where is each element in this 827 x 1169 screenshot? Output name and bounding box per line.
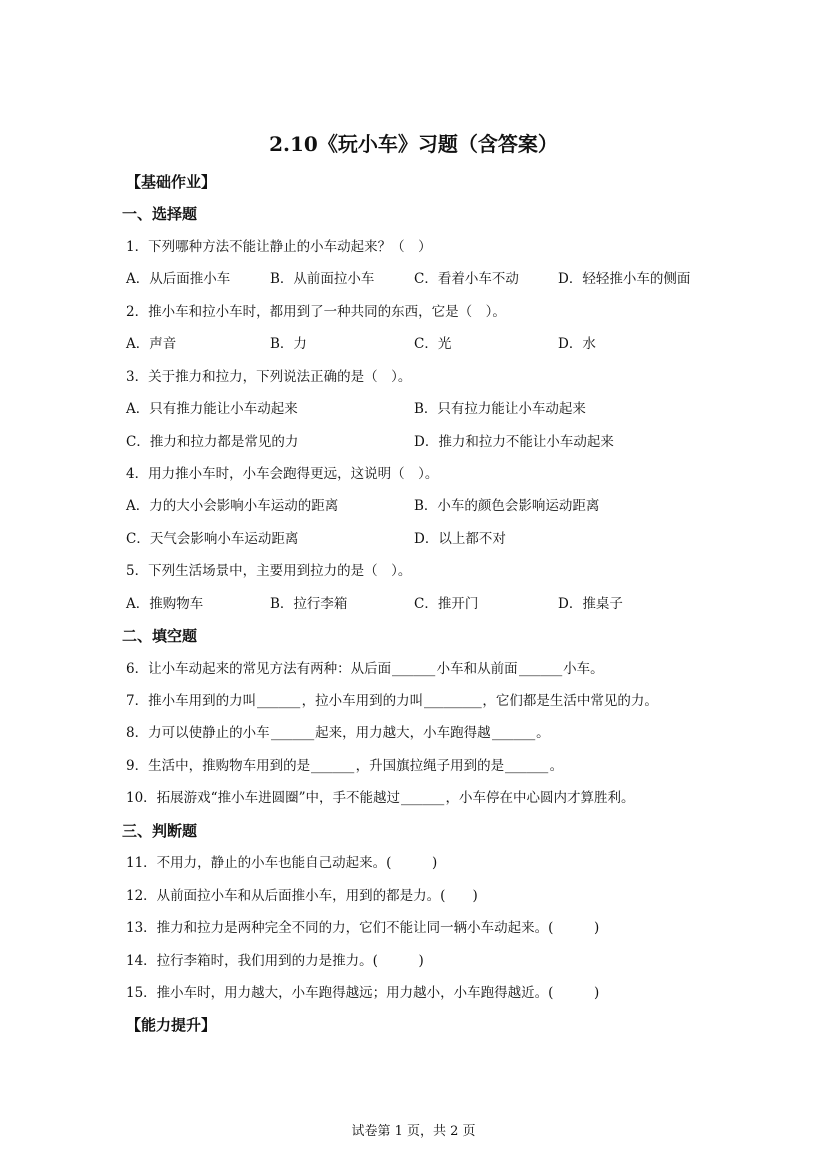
option: D．水 <box>558 336 596 353</box>
answer-blank[interactable]: __ <box>491 725 535 742</box>
question-stem: 5．下列生活场景中，主要用到拉力的是（ ）。 <box>126 563 412 580</box>
question-stem: 1．下列哪种方法不能让静止的小车动起来？（ ） <box>126 238 432 255</box>
fill-blank-question <box>126 685 726 717</box>
question-stem: 4．用力推小车时，小车会跑得更远，这说明（ ）。 <box>126 465 439 482</box>
true-false-section <box>126 847 726 1009</box>
fill-blank-question <box>126 653 726 685</box>
answer-blank[interactable]: __ <box>311 757 355 774</box>
options-row <box>126 426 726 458</box>
question-text: 小车和从前面 <box>436 660 518 677</box>
question-text: ，拉小车用到的力叫 <box>301 693 424 709</box>
question-text: 。 <box>549 757 564 774</box>
option: D．以上都不对 <box>414 530 506 547</box>
question-text: ，小车停在中心圆内才算胜利。 <box>445 790 635 807</box>
part2-heading: 二、填空题 <box>122 627 198 646</box>
document-title: 2.10《玩小车》习题（含答案） <box>269 132 558 156</box>
option: C．天气会影响小车运动距离 <box>126 530 299 547</box>
option: B．从前面拉小车 <box>270 271 375 288</box>
part3-heading: 三、判断题 <box>122 821 198 840</box>
answer-blank[interactable]: __ <box>270 725 314 742</box>
fill-blank-question <box>126 717 726 749</box>
option: D．推桌子 <box>558 595 623 612</box>
true-false-question: 14．拉行李箱时，我们用到的力是推力。( ) <box>126 952 424 969</box>
option: C．看着小车不动 <box>414 271 519 288</box>
question-text: 10．拓展游戏“推小车进圆圈”中，手不能越过 <box>126 790 400 807</box>
true-false-question: 12．从前面拉小车和从后面推小车，用到的都是力。( ) <box>126 887 478 904</box>
page-footer: 试卷第 1 页，共 2 页 <box>351 1124 476 1139</box>
question-stem: 2．推小车和拉小车时，都用到了一种共同的东西，它是（ ）。 <box>126 303 506 320</box>
question-text: 小车。 <box>563 660 604 677</box>
option: C．推力和拉力都是常见的力 <box>126 433 299 450</box>
option: B．小车的颜色会影响运动距离 <box>414 498 600 515</box>
answer-blank[interactable]: __ <box>257 693 301 709</box>
answer-blank[interactable]: ___ <box>424 693 482 709</box>
question-text: 8．力可以使静止的小车 <box>126 725 270 742</box>
question-text: 7．推小车用到的力叫 <box>126 693 257 709</box>
option: A．从后面推小车 <box>126 271 231 288</box>
answer-blank[interactable]: __ <box>505 757 549 774</box>
option: C．光 <box>414 336 452 353</box>
options-row <box>126 523 726 555</box>
answer-blank[interactable]: __ <box>400 790 445 807</box>
question-text: 起来，用力越大，小车跑得越 <box>315 725 491 742</box>
options-row <box>126 393 726 425</box>
question-text: ，它们都是生活中常见的力。 <box>482 693 658 709</box>
options-row <box>126 588 726 620</box>
option: A．只有推力能让小车动起来 <box>126 401 298 418</box>
options-row <box>126 328 726 360</box>
true-false-question: 11．不用力，静止的小车也能自己动起来。( ) <box>126 855 438 872</box>
question-text: 9．生活中，推购物车用到的是 <box>126 757 311 774</box>
document-body <box>122 166 726 1042</box>
section-basic-heading: 【基础作业】 <box>126 173 217 191</box>
options-row <box>126 490 726 522</box>
option: A．力的大小会影响小车运动的距离 <box>126 498 339 515</box>
option: B．只有拉力能让小车动起来 <box>414 401 586 418</box>
option: B．力 <box>270 336 307 353</box>
multiple-choice-section <box>126 231 726 620</box>
option: D．推力和拉力不能让小车动起来 <box>414 433 614 450</box>
fill-blank-question <box>126 782 726 814</box>
section-advanced-heading: 【能力提升】 <box>126 1016 217 1035</box>
question-text: 。 <box>536 725 550 742</box>
options-row <box>126 263 726 295</box>
option: D．轻轻推小车的侧面 <box>558 271 691 288</box>
question-text: ，升国旗拉绳子用到的是 <box>355 757 505 774</box>
answer-blank[interactable]: __ <box>392 660 436 677</box>
answer-blank[interactable]: __ <box>518 660 562 677</box>
true-false-question: 15．推小车时，用力越大，小车跑得越远；用力越小，小车跑得越近。( ) <box>126 984 600 1001</box>
fill-blank-section <box>126 653 726 815</box>
option: A．声音 <box>126 336 177 353</box>
part1-heading: 一、选择题 <box>122 205 198 224</box>
fill-blank-question <box>126 750 726 782</box>
question-text: 6．让小车动起来的常见方法有两种：从后面 <box>126 660 392 677</box>
option: A．推购物车 <box>126 595 204 612</box>
option: C．推开门 <box>414 595 479 612</box>
option: B．拉行李箱 <box>270 595 348 612</box>
true-false-question: 13．推力和拉力是两种完全不同的力，它们不能让同一辆小车动起来。( ) <box>126 920 600 937</box>
question-stem: 3．关于推力和拉力，下列说法正确的是（ ）。 <box>126 368 412 385</box>
